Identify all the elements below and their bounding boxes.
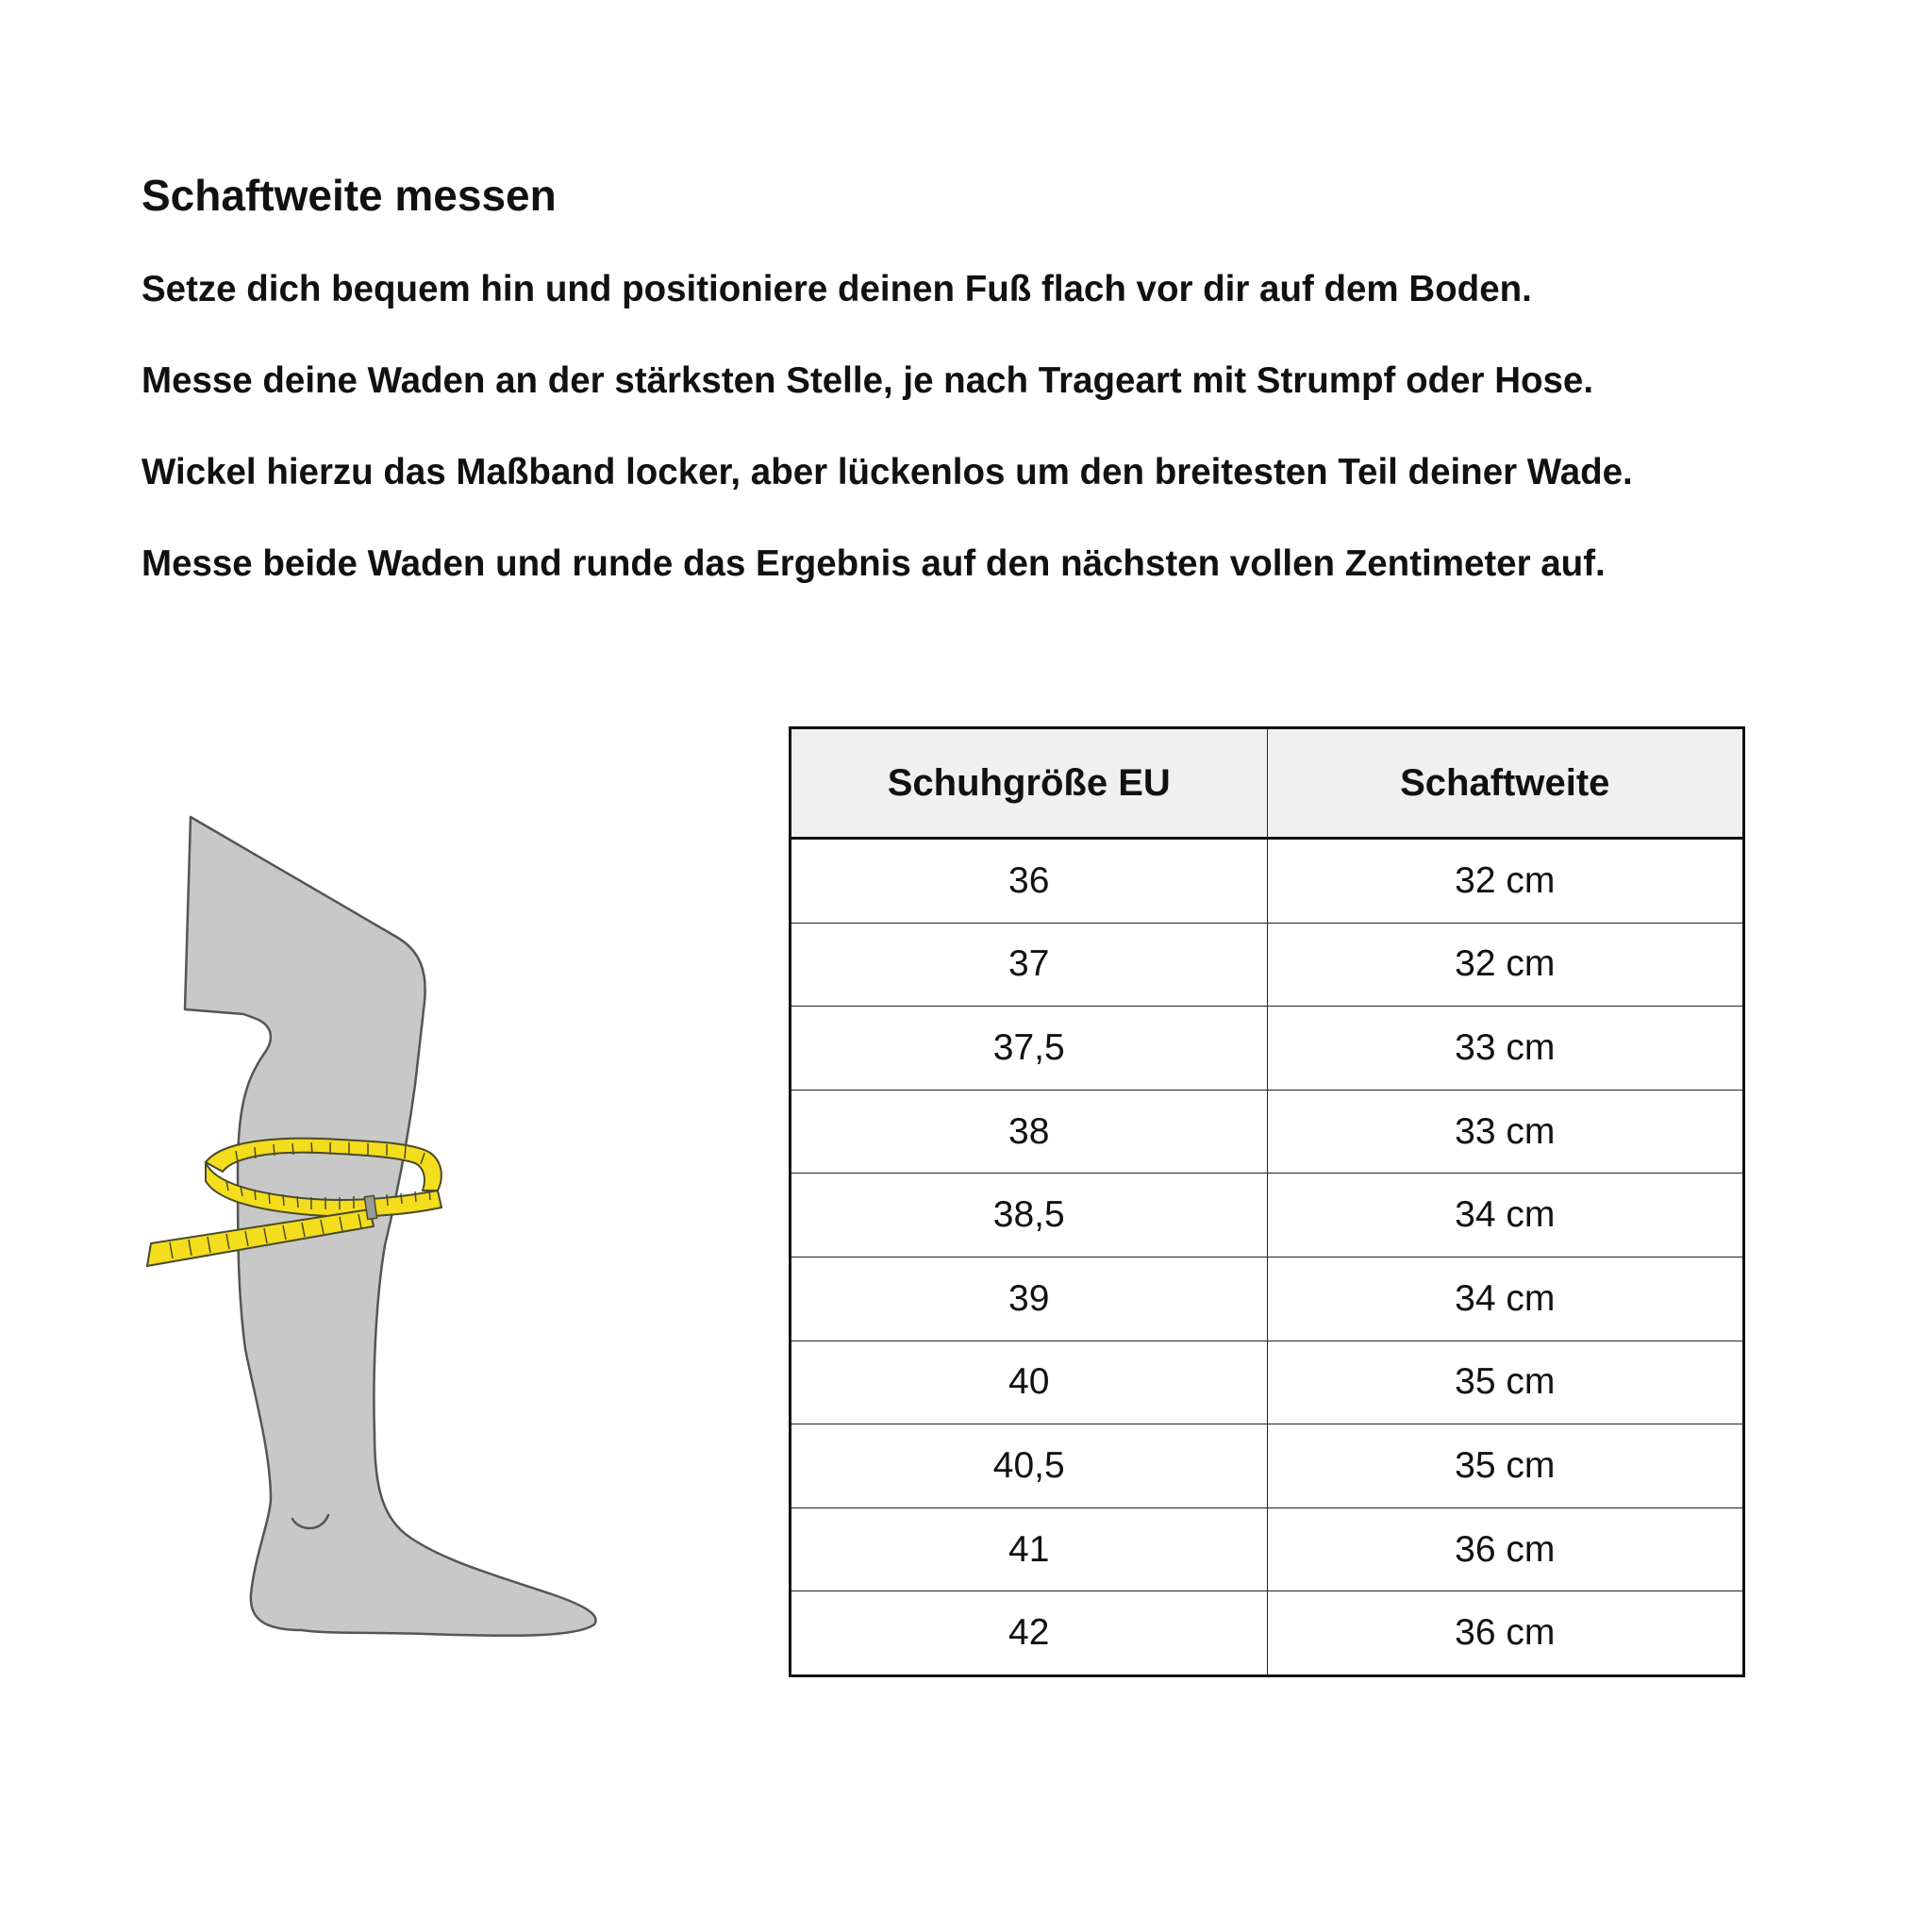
shoe-size-cell: 42 [791,1591,1268,1676]
leg-with-measuring-tape-icon [142,811,613,1651]
shoe-size-cell: 37,5 [791,1007,1268,1091]
size-table [789,726,1745,1677]
table-row [791,1591,1744,1676]
table-row [791,1341,1744,1424]
table-row [791,1507,1744,1591]
shaft-width-cell: 36 cm [1267,1507,1744,1591]
instruction-list [142,269,1633,638]
shoe-size-cell: 40 [791,1341,1268,1424]
leg-silhouette [185,817,596,1636]
shoe-size-cell: 36 [791,839,1268,924]
shaft-width-cell: 34 cm [1267,1174,1744,1257]
shoe-size-cell: 38,5 [791,1174,1268,1257]
shoe-size-cell: 39 [791,1257,1268,1341]
shaft-width-cell: 32 cm [1267,839,1744,924]
shoe-size-cell: 37 [791,923,1268,1007]
instruction-step: Setze dich bequem hin und positioniere deinen Fuß flach vor dir auf dem Boden. [142,269,1532,309]
table-row [791,1007,1744,1091]
shaft-width-cell: 35 cm [1267,1424,1744,1508]
instruction-step: Messe deine Waden an der stärksten Stelle, je nach Trageart mit Strumpf oder Hose. [142,360,1594,401]
instruction-step: Wickel hierzu das Maßband locker, aber lückenlos um den breitesten Teil deiner Wade. [142,452,1633,492]
table-row [791,839,1744,924]
shoe-size-cell: 40,5 [791,1424,1268,1508]
table-row [791,1090,1744,1174]
table-row [791,1424,1744,1508]
column-header-shaft-width: Schaftweite [1267,728,1744,839]
table-row [791,923,1744,1007]
table-row [791,1257,1744,1341]
shaft-width-cell: 35 cm [1267,1341,1744,1424]
page-title: Schaftweite messen [142,171,557,220]
table-row [791,1174,1744,1257]
shaft-width-cell: 36 cm [1267,1591,1744,1676]
shaft-width-cell: 34 cm [1267,1257,1744,1341]
table-header-row [791,728,1744,839]
shaft-width-cell: 32 cm [1267,923,1744,1007]
shaft-width-cell: 33 cm [1267,1007,1744,1091]
shaft-width-cell: 33 cm [1267,1090,1744,1174]
shoe-size-cell: 38 [791,1090,1268,1174]
column-header-shoe-size: Schuhgröße EU [791,728,1268,839]
instruction-step: Messe beide Waden und runde das Ergebnis auf den nächsten vollen Zentimeter auf. [142,543,1606,584]
shoe-size-cell: 41 [791,1507,1268,1591]
